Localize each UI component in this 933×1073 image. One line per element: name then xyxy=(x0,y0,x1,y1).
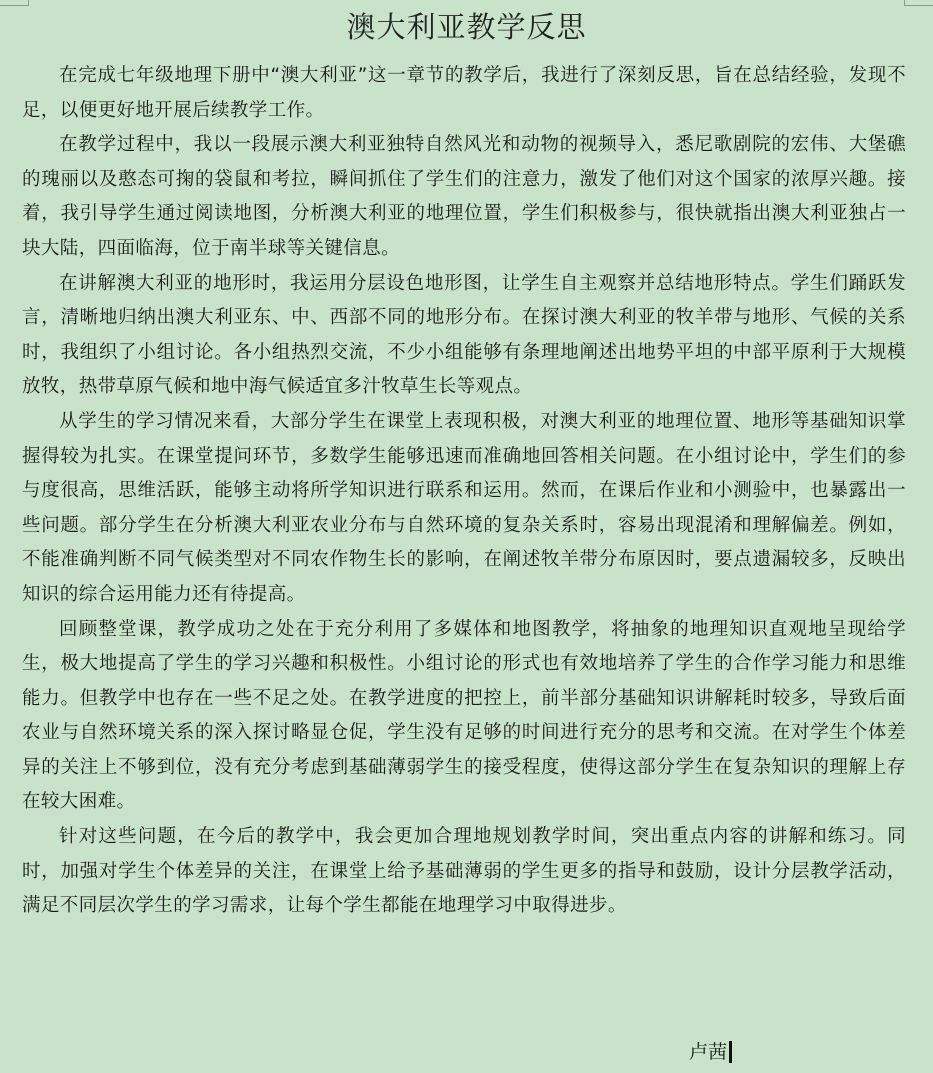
paragraph-video-intro: 在教学过程中，我以一段展示澳大利亚独特自然风光和动物的视频导入，悉尼歌剧院的宏伟、大堡礁的瑰丽以及憨态可掬的袋鼠和考拉，瞬间抓住了学生们的注意力，激发了他们对这个国家的浓厚兴趣。接着，我引导学生通过阅读地图，分析澳大利亚的地理位置，学生们积极参与，很快就指出澳大利亚独占一块大陆，四面临海，位于南半球等关键信息。 xyxy=(22,134,906,259)
page-corner-mark-right xyxy=(904,0,933,6)
signature-name: 卢茜 xyxy=(689,1041,728,1063)
document-title: 澳大利亚教学反思 xyxy=(346,10,587,44)
paragraph-improvement: 针对这些问题，在今后的教学中，我会更加合理地规划教学时间，突出重点内容的讲解和练习。同时，加强对学生个体差异的关注，在课堂上给予基础薄弱的学生更多的指导和鼓励，设计分层教学活动，满足不同层次学生的学习需求，让每个学生都能在地理学习中取得进步。 xyxy=(22,826,906,917)
text-cursor xyxy=(729,1041,732,1063)
document-body[interactable] xyxy=(22,59,906,924)
paragraph-terrain: 在讲解澳大利亚的地形时，我运用分层设色地形图，让学生自主观察并总结地形特点。学生们踊跃发言，清晰地归纳出澳大利亚东、中、西部不同的地形分布。在探讨澳大利亚的牧羊带与地形、气候的关系时，我组织了小组讨论。各小组热烈交流，不少小组能够有条理地阐述出地势平坦的中部平原利于大规模放牧，热带草原气候和地中海气候适宜多汁牧草生长等观点。 xyxy=(22,272,906,398)
paragraph-review: 回顾整堂课，教学成功之处在于充分利用了多媒体和地图教学，将抽象的地理知识直观地呈现给学生，极大地提高了学生的学习兴趣和积极性。小组讨论的形式也有效地培养了学生的合作学习能力和思维能力。但教学中也存在一些不足之处。在教学进度的把控上，前半部分基础知识讲解耗时较多，导致后面农业与自然环境关系的深入探讨略显仓促，学生没有足够的时间进行充分的思考和交流。在对学生个体差异的关注上不够到位，没有充分考虑到基础薄弱学生的接受程度，使得这部分学生在复杂知识的理解上存在较大困难。 xyxy=(22,618,906,813)
paragraph-intro: 在完成七年级地理下册中“澳大利亚”这一章节的教学后，我进行了深刻反思，旨在总结经验，发现不足，以便更好地开展后续教学工作。 xyxy=(22,65,906,121)
signature-line[interactable] xyxy=(689,1038,732,1066)
page-corner-mark-left xyxy=(0,0,29,6)
paragraph-student-performance: 从学生的学习情况来看，大部分学生在课堂上表现积极，对澳大利亚的地理位置、地形等基础知识掌握得较为扎实。在课堂提问环节，多数学生能够迅速而准确地回答相关问题。在小组讨论中，学生们的参与度很高，思维活跃，能够主动将所学知识进行联系和运用。然而，在课后作业和小测验中，也暴露出一些问题。部分学生在分析澳大利亚农业分布与自然环境的复杂关系时，容易出现混淆和理解偏差。例如，不能准确判断不同气候类型对不同农作物生长的影响，在阐述牧羊带分布原因时，要点遗漏较多，反映出知识的综合运用能力还有待提高。 xyxy=(22,410,906,605)
